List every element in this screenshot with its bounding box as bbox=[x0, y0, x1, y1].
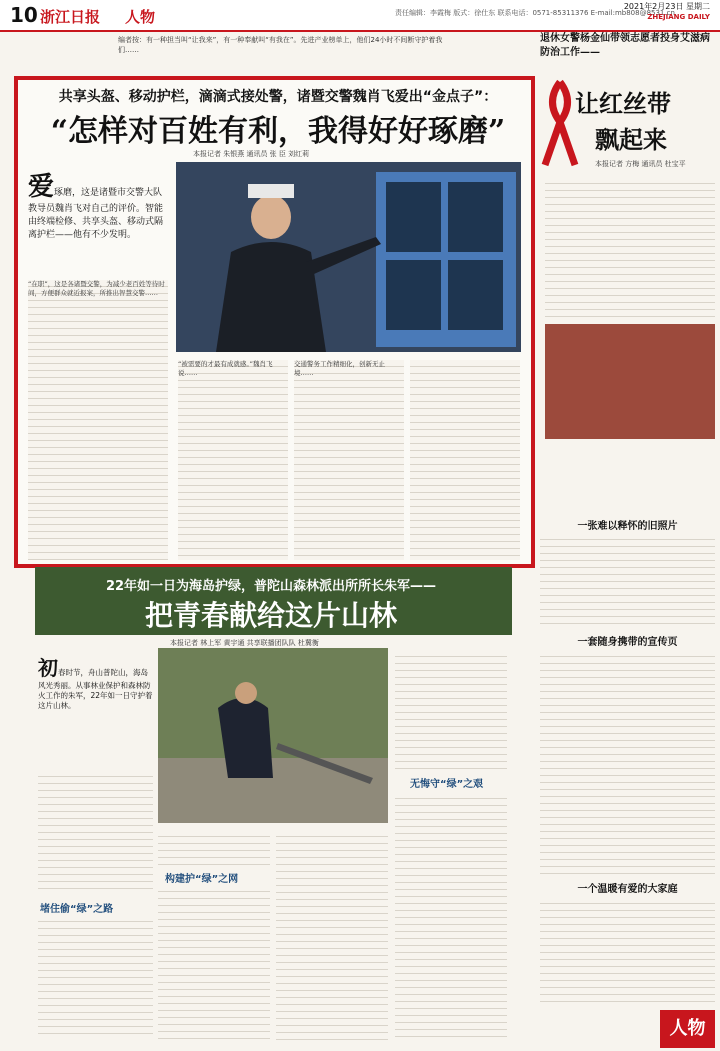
ribbon-subhead-3: 一个温暖有爱的大家庭 bbox=[577, 884, 678, 895]
ribbon-body-4 bbox=[540, 897, 715, 1007]
forest-lede-text: 春时节，舟山普陀山，海岛风光秀丽。从事林业保护和森林防火工作的朱军，22年如一日守护着这片山林。 bbox=[38, 668, 153, 710]
issue-date: 2021年2月23日 星期二 bbox=[623, 2, 710, 11]
feature-column-3: 交通警务工作精细化，创新无止境…… bbox=[294, 360, 404, 560]
ranger-illustration bbox=[158, 648, 388, 823]
feature-column-4 bbox=[410, 360, 520, 560]
red-ribbon-icon bbox=[540, 77, 580, 167]
forest-byline: 本报记者 林上军 黄宇通 共享联播团队队 杜冀衡 bbox=[170, 639, 319, 647]
feature-lede bbox=[28, 166, 168, 242]
forest-column-3 bbox=[276, 830, 388, 1040]
page-number: 10 bbox=[10, 3, 38, 27]
ribbon-byline: 本报记者 方梅 通讯员 杜宝平 bbox=[595, 160, 686, 168]
red-ribbon-article bbox=[540, 32, 720, 522]
forest-column-4b bbox=[395, 792, 507, 1040]
paper-name: 浙江日报 bbox=[40, 8, 101, 26]
forest-column-4 bbox=[395, 650, 507, 770]
ribbon-body-3 bbox=[540, 650, 715, 875]
feature-byline: 本报记者 朱银燕 通讯员 张 臣 刘红莉 bbox=[193, 150, 310, 158]
lede-initial: 爱 bbox=[28, 172, 55, 202]
lede-text: 琢磨，这是诸暨市交警大队教导员魏肖飞对自己的评价。智能由终端检修、共享头盔、移动式隔离护栏——他有不少发明。 bbox=[28, 188, 164, 240]
forest-title: 把青春献给这片山林 bbox=[144, 599, 397, 632]
highlighted-feature-article bbox=[14, 76, 535, 568]
forest-column-2 bbox=[158, 830, 270, 865]
forest-subhead-1: 堵住偷“绿”之路 bbox=[40, 904, 114, 915]
police-officer-photo bbox=[176, 162, 521, 352]
feature-column-2: “被需要的才最有成就感。”魏肖飞说…… bbox=[178, 360, 288, 560]
feature-kicker: 共享头盔、移动护栏，滴滴式接处警，诸暨交警魏肖飞爱出“金点子”： bbox=[58, 89, 498, 105]
ribbon-body-2 bbox=[540, 533, 715, 628]
masthead bbox=[0, 0, 720, 32]
editor-info: 责任编辑：李霞梅 版式：徐仕东 联系电话：0571-85311376 E-mail:mb808@8531.cn bbox=[395, 9, 675, 17]
volunteers-photo bbox=[545, 324, 715, 439]
forest-column-1b bbox=[38, 915, 153, 1035]
forest-ranger-photo bbox=[158, 648, 388, 823]
forest-subhead-3: 无悔守“绿”之艰 bbox=[410, 779, 484, 790]
forest-subhead-2: 构建护“绿”之网 bbox=[165, 874, 239, 885]
section-badge: 人物 bbox=[660, 1010, 715, 1048]
ribbon-title-line2: 飘起来 bbox=[595, 125, 667, 154]
ribbon-body bbox=[545, 177, 715, 317]
photo-illustration bbox=[176, 162, 521, 352]
paper-en-name: ZHEJIANG DAILY bbox=[647, 13, 710, 21]
forest-column-1 bbox=[38, 770, 153, 895]
forest-lede bbox=[38, 652, 153, 711]
ribbon-kicker: 退休女警杨金仙带领志愿者投身艾滋病防治工作—— bbox=[540, 33, 710, 58]
editor-note: 编者按：有一种担当叫“让我来”，有一种奉献叫“有我在”。先进产业榜单上，他们24小时不间断守护着我们…… bbox=[118, 36, 443, 54]
forest-kicker: 22年如一日为海岛护绿，普陀山森林派出所所长朱军—— bbox=[105, 579, 437, 594]
ribbon-subhead-2: 一套随身携带的宣传页 bbox=[577, 637, 678, 648]
section-name: 人物 bbox=[125, 8, 156, 26]
feature-title: “怎样对百姓有利，我得好好琢磨” bbox=[50, 114, 506, 149]
feature-column-1: “在职”，这是各诸暨交警，为减少老百姓等待时间，方便群众就近报案，所推出智慧交警…… bbox=[28, 280, 168, 560]
forest-lede-initial: 初 bbox=[38, 656, 58, 680]
ribbon-title-line1: 让红丝带 bbox=[575, 89, 671, 118]
date-block bbox=[624, 2, 710, 22]
forest-column-2b bbox=[158, 885, 270, 1040]
ribbon-subhead-1: 一张难以释怀的旧照片 bbox=[577, 521, 678, 532]
